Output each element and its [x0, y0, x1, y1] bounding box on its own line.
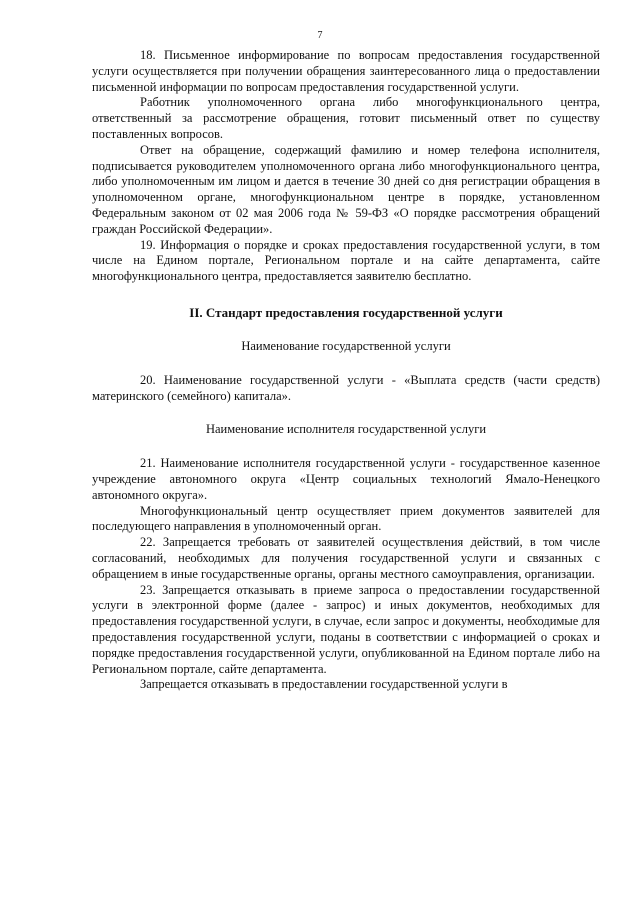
section-title: II. Стандарт предоставления государственной услуги — [189, 304, 503, 320]
paragraph-18-employee: Работник уполномоченного органа либо многофункционального центра, ответственный за рассмотрение обращения, готовит письменный ответ по существу поставленных вопросов. — [92, 95, 600, 141]
paragraph-21: 21. Наименование исполнителя государственной услуги - государственное казенное учреждение автономного округа «Центр социальных технологий Ямало-Ненецкого автономного округа». — [92, 456, 600, 502]
paragraph-23-refusal: Запрещается отказывать в предоставлении государственной услуги в — [140, 677, 508, 692]
paragraph-18: 18. Письменное информирование по вопросам предоставления государственной услуги осуществляется при получении обращения заинтересованного лица о предоставлении письменной информации по вопросам предоставления государственной услуги. — [92, 48, 600, 94]
paragraph-19: 19. Информация о порядке и сроках предоставления государственной услуги, в том числе на Едином портале, Региональном портале и на сайте департамента, сайте многофункционального центра, предоставляется заявителю бесплатно. — [92, 237, 600, 284]
document-body — [92, 48, 600, 693]
paragraph-22: 22. Запрещается требовать от заявителей осуществления действий, в том числе согласований, необходимых для получения государственной услуги и связанных с обращением в иные государственные органы, органы местного самоуправления, организации. — [92, 535, 600, 581]
paragraph-23: 23. Запрещается отказывать в приеме запроса о предоставлении государственной услуги в электронной форме (далее - запрос) и иных документов, необходимых для предоставления государственной услуги, в случае, если запрос и документы, необходимые для предоставления государственной услуги, поданы в соответствии с информацией о сроках и порядке предоставления государственной услуги, опубликованной на Едином портале либо на Региональном портале, сайте департамента. — [92, 582, 600, 676]
page-number: 7 — [317, 30, 323, 41]
subheading-service-name: Наименование государственной услуги — [241, 338, 451, 353]
paragraph-20: 20. Наименование государственной услуги - «Выплата средств (части средств) материнского (семейного) капитала». — [92, 372, 600, 403]
paragraph-18-response: Ответ на обращение, содержащий фамилию и номер телефона исполнителя, подписывается руководителем уполномоченного органа либо многофункционального центра, либо уполномоченным им лицом и дается в течение 30 дней со дня регистрации обращения в уполномоченном органе, многофункциональном центре в порядке, установленном Федеральным законом от 02 мая 2006 года № 59-ФЗ «О порядке рассмотрения обращений граждан Российской Федерации». — [92, 142, 600, 236]
paragraph-21-mfc: Многофункциональный центр осуществляет прием документов заявителей для последующего направления в уполномоченный орган. — [92, 503, 600, 534]
subheading-executor: Наименование исполнителя государственной услуги — [205, 422, 487, 437]
